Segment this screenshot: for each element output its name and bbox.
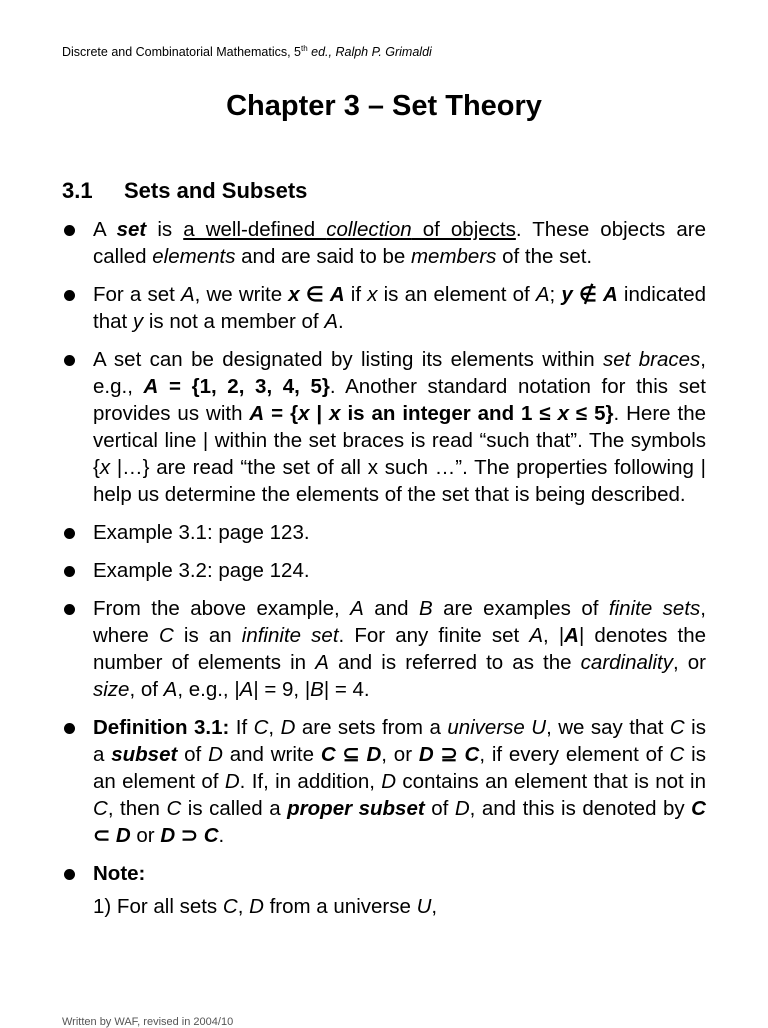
text-run: , [431, 895, 438, 918]
text-run: D [381, 770, 397, 793]
chapter-title: Chapter 3 – Set Theory [226, 90, 542, 122]
text-run: C [222, 895, 238, 918]
text-run: , | [543, 624, 565, 647]
text-run: A [564, 624, 579, 647]
text-run: C [669, 716, 685, 739]
bullet-text [93, 346, 706, 508]
bullet-dot-icon [64, 290, 75, 301]
text-run: contains an element that is not in [396, 770, 707, 793]
text-run: A [143, 375, 159, 398]
bullet-dot-icon [64, 528, 75, 539]
running-header: Discrete and Combinatorial Mathematics, 5th ed., Ralph P. Grimaldi [62, 44, 432, 60]
text-run: A [529, 624, 543, 647]
text-run: A [163, 678, 178, 701]
text-run: . For any finite set [338, 624, 530, 647]
bullet-dot-icon [64, 723, 75, 734]
text-run: = {1, 2, 3, 4, 5} [158, 375, 330, 398]
text-run: ≤ 5} [568, 402, 614, 425]
text-run: U [416, 895, 432, 918]
text-run: D [280, 716, 296, 739]
text-run: C [203, 824, 219, 847]
text-run: D [208, 743, 223, 766]
text-run: A [602, 283, 618, 306]
section-heading [62, 178, 307, 204]
text-run: D [249, 895, 264, 918]
text-run: ⊃ [175, 824, 204, 847]
text-run: . [338, 310, 344, 333]
text-run: ; [549, 283, 562, 306]
text-run: x [557, 402, 569, 425]
text-run: D [366, 743, 382, 766]
text-run: x [99, 456, 111, 479]
text-run: and [363, 597, 419, 620]
text-run: size [93, 678, 130, 701]
text-run: , [268, 716, 281, 739]
text-run: A [93, 218, 117, 241]
text-run: C [320, 743, 336, 766]
text-run: y [561, 283, 573, 306]
bullet-text [93, 557, 706, 584]
bullet-text [93, 860, 706, 887]
bullet-dot-icon [64, 566, 75, 577]
text-run: 1) For all sets [93, 895, 223, 918]
text-run: C [669, 743, 685, 766]
text-run: | = 4. [323, 678, 370, 701]
text-run: is not a member of [143, 310, 325, 333]
text-run: are examples of [432, 597, 609, 620]
text-run: = { [264, 402, 299, 425]
text-run: ⊇ [433, 743, 465, 766]
text-run: | = 9, | [253, 678, 311, 701]
bullet-definition-3-1 [62, 714, 706, 849]
text-run: ⊂ [93, 824, 116, 847]
text-run: A [249, 402, 265, 425]
bullet-example-3-2 [62, 557, 706, 584]
text-run: D [115, 824, 131, 847]
text-run: of [177, 743, 209, 766]
text-run: C [158, 624, 174, 647]
text-run: A set can be designated by listing its elements within [93, 348, 604, 371]
text-run: set [116, 218, 147, 241]
text-run: and is referred to as the [328, 651, 581, 674]
text-run: A [324, 310, 338, 333]
text-run: x [288, 283, 300, 306]
text-run: or [130, 824, 161, 847]
text-run: , e.g., [93, 348, 706, 398]
text-run: is an element of [93, 743, 706, 793]
text-run: is an [173, 624, 242, 647]
text-run: D [160, 824, 176, 847]
text-run: y [132, 310, 144, 333]
text-run: A [535, 283, 550, 306]
text-run: a well-defined [183, 218, 327, 241]
text-run: and are said to be [235, 245, 411, 268]
text-run: of the set. [496, 245, 593, 268]
text-run: A [180, 283, 195, 306]
section-title: Sets and Subsets [124, 178, 308, 203]
text-run: Example 3.1: page 123. [93, 521, 310, 544]
text-run: , e.g., | [177, 678, 240, 701]
text-run: is an integer and 1 ≤ [340, 402, 558, 425]
text-run: C [464, 743, 480, 766]
bullet-finite-sets [62, 595, 706, 703]
text-run: infinite set [241, 624, 339, 647]
text-run: Note: [93, 862, 146, 885]
text-run: . Another standard notation for this set provides us with [93, 375, 706, 425]
text-run: set braces [603, 348, 701, 371]
text-run: B [310, 678, 324, 701]
text-run: proper subset [287, 797, 425, 820]
text-run: | denotes the number of elements in [93, 624, 706, 674]
text-run: subset [111, 743, 178, 766]
text-run: members [410, 245, 497, 268]
text-run: collection [326, 218, 412, 241]
bullet-text [93, 714, 706, 849]
text-run: of [424, 797, 455, 820]
bullet-text [93, 595, 706, 703]
bullet-text [93, 216, 706, 270]
text-run: finite sets [608, 597, 701, 620]
text-run: , of [129, 678, 164, 701]
text-run: x [329, 402, 341, 425]
text-run: , or [672, 651, 707, 674]
text-run: ⊆ [335, 743, 367, 766]
text-run: . Here the vertical line | within the set braces is read “such that”. The symbols { [93, 402, 706, 479]
text-run: cardinality [580, 651, 673, 674]
text-run: and write [222, 743, 321, 766]
text-run: A [239, 678, 254, 701]
bullet-dot-icon [64, 355, 75, 366]
text-run: from a universe [263, 895, 417, 918]
text-run: C [93, 797, 108, 820]
text-run: Definition 3.1: [93, 716, 230, 739]
text-run: C [253, 716, 269, 739]
text-run: From the above example, [93, 597, 351, 620]
text-run: |…} are read “the set of all x such …”. The properties following | help us determine the elements of the set that is being described. [93, 456, 706, 506]
text-run: ∉ [572, 283, 603, 306]
note-subitem [93, 893, 706, 920]
text-run: of objects [411, 218, 516, 241]
bullet-set-definition [62, 216, 706, 270]
text-run: | [309, 402, 330, 425]
text-run: , or [381, 743, 419, 766]
text-run: , where [93, 597, 706, 647]
text-run: is called a [181, 797, 288, 820]
bullet-note [62, 860, 706, 920]
text-run: . [218, 824, 225, 847]
text-run: B [418, 597, 433, 620]
bullet-text [93, 519, 706, 546]
text-run: D [454, 797, 470, 820]
text-run: , we say that [546, 716, 670, 739]
text-run: D [418, 743, 434, 766]
text-run: For a set [93, 283, 181, 306]
page-footer: Written by WAF, revised in 2004/10 [62, 1016, 234, 1028]
text-run: A [315, 651, 329, 674]
text-run: if [344, 283, 368, 306]
section-number: 3.1 [62, 178, 93, 203]
text-run: is [146, 218, 184, 241]
bullet-membership [62, 281, 706, 335]
text-run: D [224, 770, 240, 793]
text-run: . If, in addition, [239, 770, 382, 793]
text-run: If [229, 716, 254, 739]
bullet-dot-icon [64, 604, 75, 615]
text-run: C [166, 797, 182, 820]
text-run: , and this is denoted by [469, 797, 692, 820]
text-run: x [298, 402, 310, 425]
bullet-dot-icon [64, 225, 75, 236]
text-run: A [350, 597, 364, 620]
bullet-text [93, 281, 706, 335]
bullet-example-3-1 [62, 519, 706, 546]
bullet-dot-icon [64, 869, 75, 880]
text-run: is a [93, 716, 706, 766]
text-run: indicated that [93, 283, 706, 333]
bullet-set-notation [62, 346, 706, 508]
text-run: , [237, 895, 250, 918]
text-run: are sets from a [295, 716, 448, 739]
text-run: , we write [194, 283, 289, 306]
text-run: Example 3.2: page 124. [93, 559, 310, 582]
text-run: elements [152, 245, 236, 268]
bullet-list [62, 216, 706, 931]
text-run: , if every element of [479, 743, 670, 766]
text-run: , then [107, 797, 167, 820]
text-run: is an element of [377, 283, 536, 306]
text-run: A [329, 283, 345, 306]
text-run: x [367, 283, 378, 306]
text-run: . These objects are called [93, 218, 706, 268]
text-run: ∈ [299, 283, 330, 306]
text-run: universe U [447, 716, 547, 739]
text-run: C [691, 797, 706, 820]
